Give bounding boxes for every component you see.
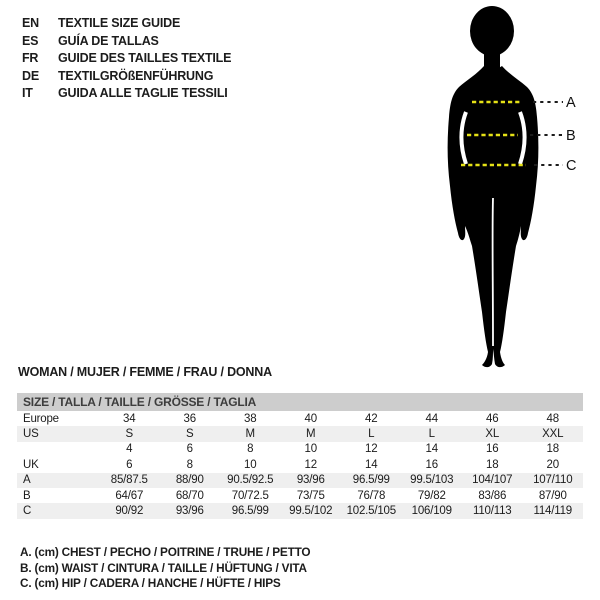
table-cell: 6 [126,458,133,471]
table-cell: 40 [304,412,317,425]
row-label: B [23,489,31,502]
table-cell: 12 [304,458,317,471]
table-cell: 4 [126,443,133,456]
measure-label-b: B [566,128,576,144]
table-cell: 36 [183,412,196,425]
table-cell: 102.5/105 [346,505,396,518]
table-cell: XL [485,428,500,441]
table-cell: 106/109 [411,505,452,518]
language-row [22,15,231,33]
table-cell: XXL [542,428,564,441]
table-cell: 48 [546,412,559,425]
table-cell: M [245,428,255,441]
table-cell: 85/87.5 [110,474,148,487]
language-code: ES [22,33,39,48]
table-cell: 96.5/99 [231,505,269,518]
table-cell: 18 [546,443,559,456]
language-title: GUIDE DES TAILLES TEXTILE [58,51,232,65]
table-cell: 14 [365,458,378,471]
language-row [22,33,231,51]
table-cell: 99.5/102 [289,505,333,518]
silhouette-neck [484,46,500,70]
legend-line: B. (cm) WAIST / CINTURA / TAILLE / HÜFTUNG / VITA [20,560,307,575]
table-cell: 87/90 [538,489,567,502]
table-cell: 18 [486,458,499,471]
measure-label-a: A [566,95,576,111]
measurement-legend [20,545,310,592]
table-cell: 83/86 [478,489,507,502]
table-cell: 20 [546,458,559,471]
table-cell: 70/72.5 [231,489,269,502]
table-row [17,473,583,488]
table-cell: 8 [186,458,193,471]
table-cell: 90.5/92.5 [227,474,274,487]
table-cell: 34 [123,412,136,425]
woman-figure [430,2,600,370]
table-cell: 93/96 [175,505,204,518]
row-label: US [23,428,39,441]
table-row [17,457,583,472]
table-cell: 6 [186,443,193,456]
table-cell: 38 [244,412,257,425]
woman-silhouette [448,6,539,367]
table-cell: 114/119 [533,505,572,518]
size-table [17,393,583,519]
size-table-header: SIZE / TALLA / TAILLE / GRÖSSE / TAGLIA [17,393,583,411]
table-row [17,488,583,503]
language-title: GUIDA ALLE TAGLIE TESSILI [58,86,228,100]
table-cell: 42 [365,412,378,425]
language-code: EN [22,16,39,30]
table-cell: 90/92 [115,505,144,518]
table-cell: 73/75 [296,489,325,502]
size-table-body [17,411,583,519]
row-label: UK [23,458,39,471]
table-cell: S [186,428,194,441]
language-title: TEXTILE SIZE GUIDE [58,16,181,30]
row-label: A [23,474,31,487]
language-row [22,85,231,103]
table-cell: 104/107 [472,474,513,487]
table-cell: 10 [244,458,257,471]
table-row [17,503,583,518]
table-row [17,411,583,426]
measure-label-c: C [566,158,577,174]
table-cell: S [125,428,133,441]
table-cell: M [306,428,316,441]
table-cell: 96.5/99 [352,474,390,487]
table-cell: 93/96 [296,474,325,487]
language-title: TEXTILGRÖßENFÜHRUNG [58,68,214,83]
table-cell: 76/78 [357,489,386,502]
table-cell: L [368,428,375,441]
table-cell: 16 [486,443,499,456]
table-cell: 79/82 [417,489,446,502]
language-row [22,68,231,86]
language-code: IT [22,86,33,100]
table-row [17,426,583,441]
row-label: Europe [23,412,59,425]
table-cell: 10 [304,443,317,456]
language-code: DE [22,68,39,83]
table-cell: 68/70 [175,489,204,502]
legend-line: C. (cm) HIP / CADERA / HANCHE / HÜFTE / HIPS [20,576,281,590]
table-cell: 46 [486,412,499,425]
table-cell: 88/90 [175,474,204,487]
table-cell: 16 [425,458,438,471]
legend-line: A. (cm) CHEST / PECHO / POITRINE / TRUHE / PETTO [20,545,311,559]
table-cell: 14 [425,443,438,456]
language-guide-list [22,15,231,103]
language-row [22,50,231,68]
row-label: C [23,505,32,518]
language-code: FR [22,51,39,65]
table-cell: 8 [247,443,254,456]
table-row [17,442,583,457]
table-cell: L [428,428,435,441]
table-cell: 107/110 [533,474,573,487]
table-cell: 12 [365,443,378,456]
language-title: GUÍA DE TALLAS [58,33,159,48]
table-group-title: WOMAN / MUJER / FEMME / FRAU / DONNA [18,365,272,379]
table-cell: 99.5/103 [410,474,454,487]
table-cell: 64/67 [115,489,144,502]
table-cell: 110/113 [473,505,512,518]
table-cell: 44 [425,412,438,425]
